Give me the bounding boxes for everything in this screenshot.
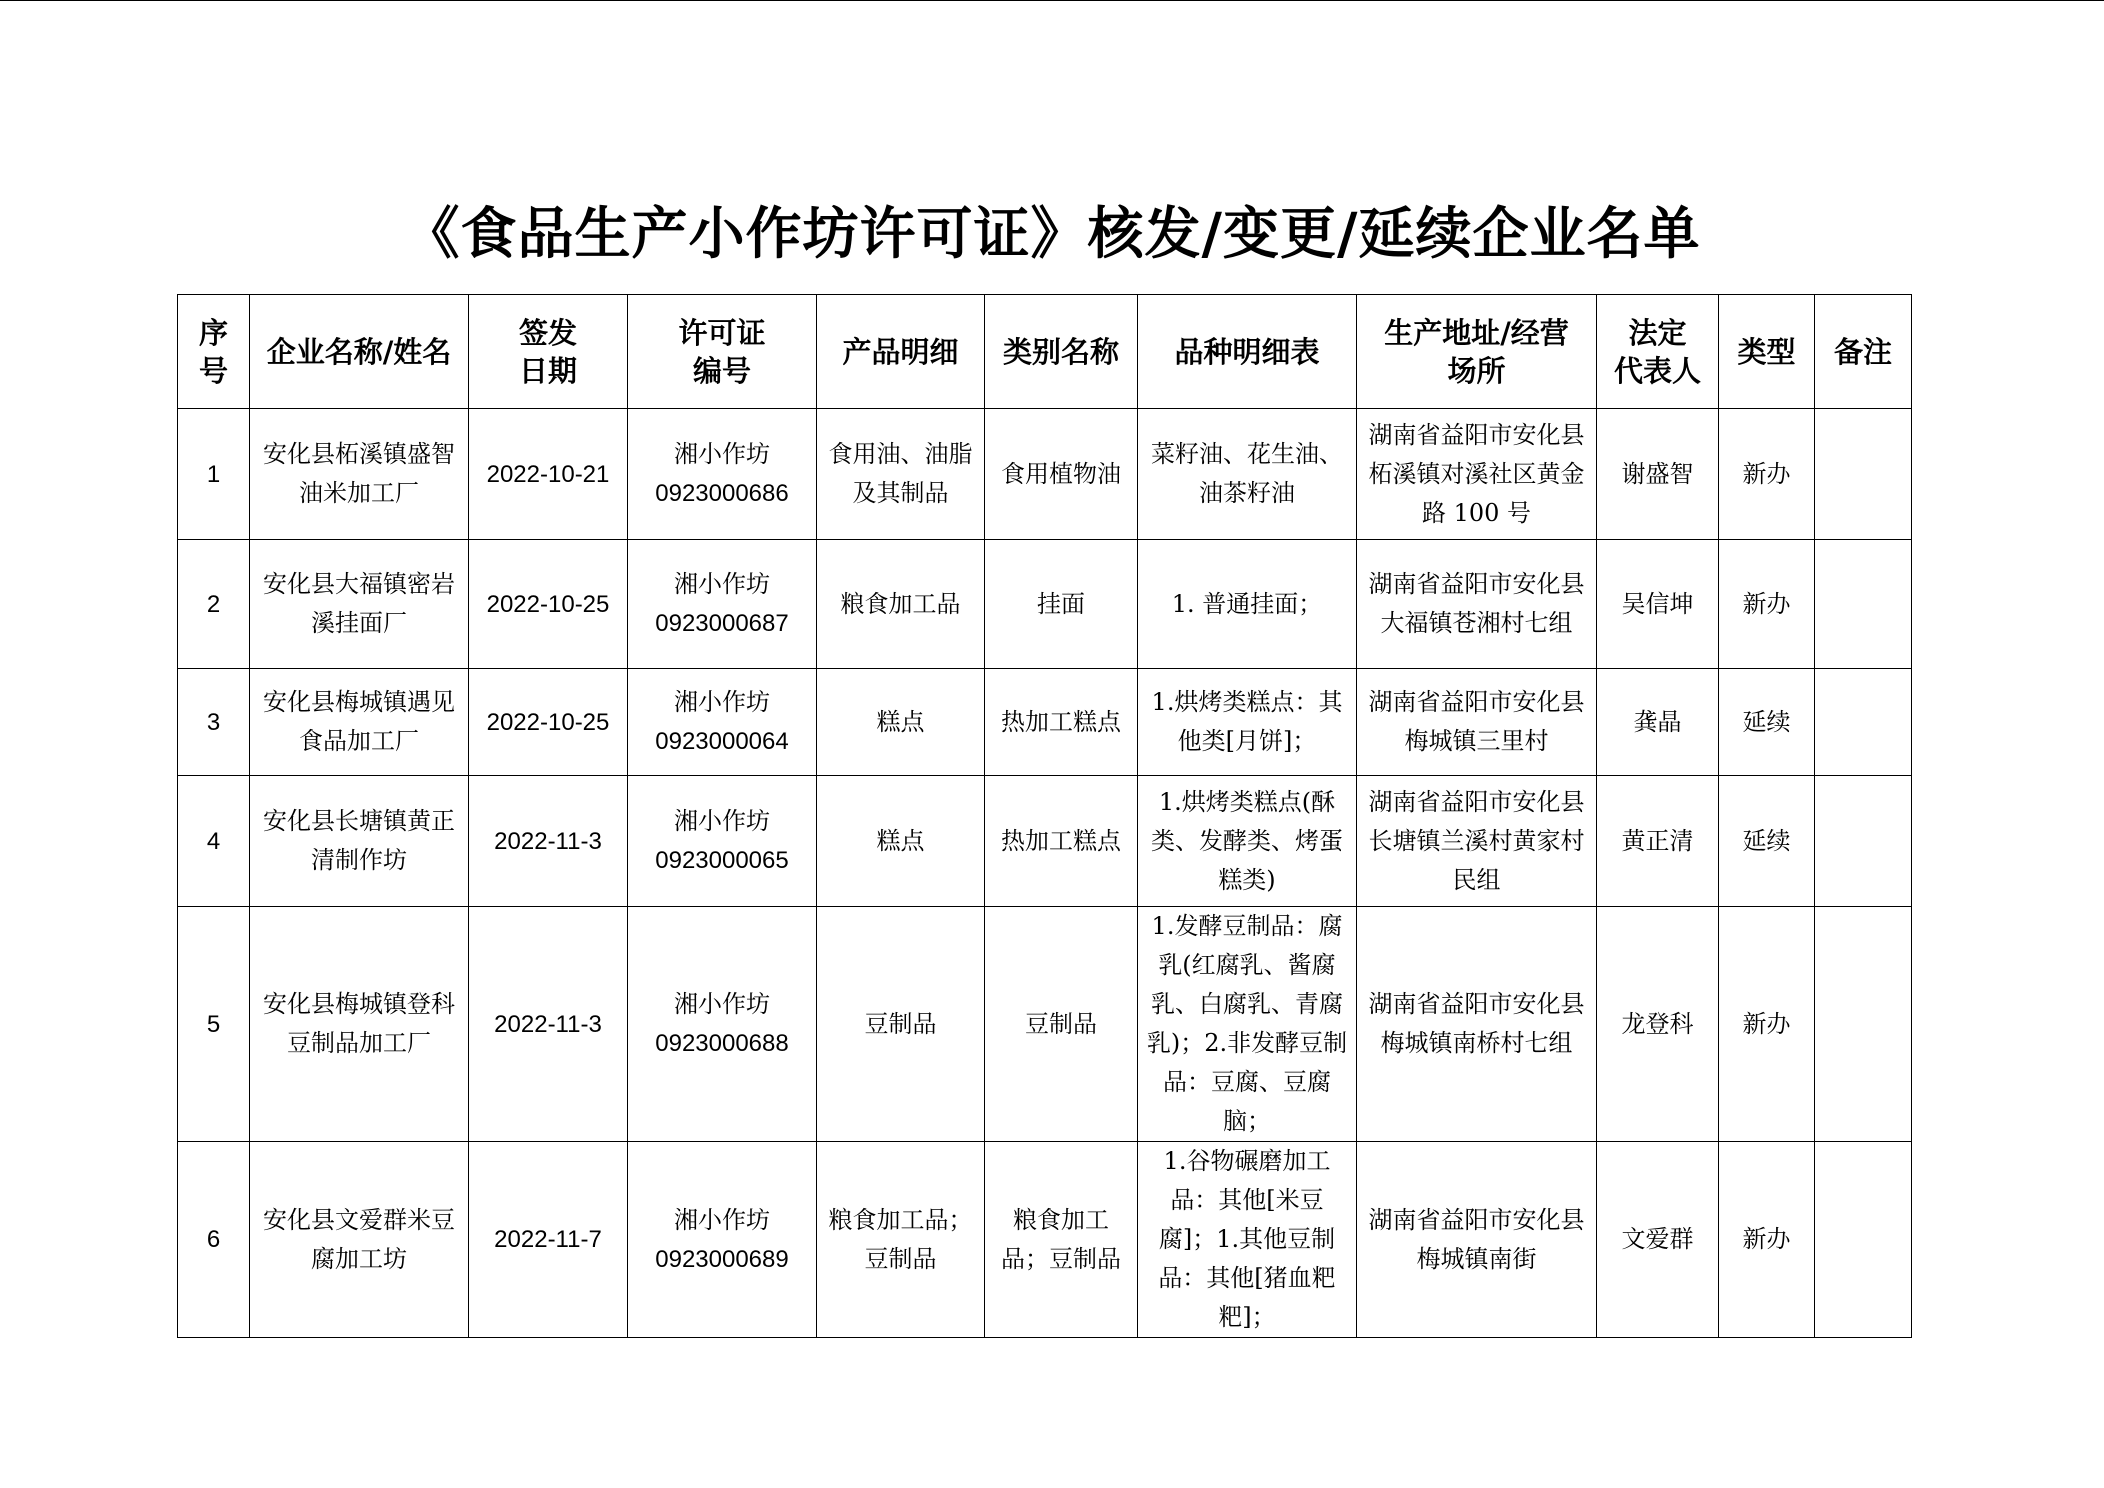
table-row [178,1142,1912,1338]
cell-license [628,669,817,776]
cell-name: 安化县文爱群米豆腐加工坊 [250,1142,469,1338]
cell-date: 2022-11-7 [469,1142,628,1338]
header-license: 许可证 编号 [628,295,817,409]
cell-type: 延续 [1719,776,1815,907]
cell-address: 湖南省益阳市安化县梅城镇南桥村七组 [1357,907,1597,1142]
cell-type: 新办 [1719,1142,1815,1338]
cell-date: 2022-10-25 [469,669,628,776]
cell-category: 热加工糕点 [985,669,1138,776]
cell-index: 1 [178,409,250,540]
cell-note [1815,776,1912,907]
cell-type: 新办 [1719,907,1815,1142]
cell-address: 湖南省益阳市安化县长塘镇兰溪村黄家村民组 [1357,776,1597,907]
license-number: 0923000687 [655,610,789,637]
cell-address: 湖南省益阳市安化县柘溪镇对溪社区黄金路 100 号 [1357,409,1597,540]
table-row [178,540,1912,669]
cell-rep: 谢盛智 [1597,409,1719,540]
cell-category: 豆制品 [985,907,1138,1142]
cell-product: 食用油、油脂及其制品 [817,409,985,540]
cell-type: 延续 [1719,669,1815,776]
cell-date: 2022-11-3 [469,907,628,1142]
license-prefix: 湘小作坊 [674,570,770,598]
cell-product: 糕点 [817,776,985,907]
cell-index: 5 [178,907,250,1142]
cell-name: 安化县柘溪镇盛智油米加工厂 [250,409,469,540]
cell-index: 6 [178,1142,250,1338]
cell-license [628,409,817,540]
cell-product: 粮食加工品 [817,540,985,669]
table-row [178,776,1912,907]
cell-index: 2 [178,540,250,669]
cell-rep: 黄正清 [1597,776,1719,907]
license-number: 0923000689 [655,1245,789,1273]
header-category: 类别名称 [985,295,1138,409]
header-index: 序 号 [178,295,250,409]
license-number: 0923000688 [655,1030,789,1057]
cell-variety: 1.发酵豆制品：腐乳(红腐乳、酱腐乳、白腐乳、青腐乳)；2.非发酵豆制品：豆腐、豆腐脑； [1138,907,1357,1142]
cell-category: 挂面 [985,540,1138,669]
cell-variety: 1. 普通挂面； [1138,540,1357,669]
cell-type: 新办 [1719,409,1815,540]
header-row [178,295,1912,409]
cell-variety: 1.谷物碾磨加工品：其他[米豆腐]；1.其他豆制品：其他[猪血粑粑]； [1138,1142,1357,1338]
page-title: 《食品生产小作坊许可证》核发/变更/延续企业名单 [403,201,1701,267]
cell-product: 糕点 [817,669,985,776]
header-product: 产品明细 [817,295,985,409]
header-variety: 品种明细表 [1138,295,1357,409]
cell-type: 新办 [1719,540,1815,669]
cell-license [628,907,817,1142]
cell-product: 粮食加工品；豆制品 [817,1142,985,1338]
cell-date: 2022-11-3 [469,776,628,907]
cell-rep: 龙登科 [1597,907,1719,1142]
cell-note [1815,907,1912,1142]
cell-name: 安化县大福镇密岩溪挂面厂 [250,540,469,669]
cell-category: 食用植物油 [985,409,1138,540]
header-type: 类型 [1719,295,1815,409]
header-date: 签发 日期 [469,295,628,409]
license-prefix: 湘小作坊 [674,807,770,835]
cell-address: 湖南省益阳市安化县梅城镇南街 [1357,1142,1597,1338]
cell-note [1815,669,1912,776]
cell-date: 2022-10-25 [469,540,628,669]
license-table [177,294,1912,1338]
cell-address: 湖南省益阳市安化县梅城镇三里村 [1357,669,1597,776]
cell-license [628,540,817,669]
cell-index: 3 [178,669,250,776]
license-prefix: 湘小作坊 [674,990,770,1018]
header-note: 备注 [1815,295,1912,409]
cell-note [1815,1142,1912,1338]
license-prefix: 湘小作坊 [674,1205,770,1234]
cell-rep: 吴信坤 [1597,540,1719,669]
cell-rep: 文爱群 [1597,1142,1719,1338]
cell-license [628,776,817,907]
header-rep: 法定 代表人 [1597,295,1719,409]
table-row [178,669,1912,776]
cell-address: 湖南省益阳市安化县大福镇苍湘村七组 [1357,540,1597,669]
cell-category: 粮食加工品；豆制品 [985,1142,1138,1338]
cell-product: 豆制品 [817,907,985,1142]
cell-rep: 龚晶 [1597,669,1719,776]
license-number: 0923000064 [655,728,789,755]
cell-name: 安化县梅城镇登科豆制品加工厂 [250,907,469,1142]
cell-date: 2022-10-21 [469,409,628,540]
cell-variety: 1.烘烤类糕点：其他类[月饼]； [1138,669,1357,776]
cell-note [1815,409,1912,540]
cell-category: 热加工糕点 [985,776,1138,907]
cell-variety: 1.烘烤类糕点(酥类、发酵类、烤蛋糕类) [1138,776,1357,907]
license-prefix: 湘小作坊 [674,440,770,468]
cell-license [628,1142,817,1338]
cell-note [1815,540,1912,669]
cell-name: 安化县梅城镇遇见食品加工厂 [250,669,469,776]
license-prefix: 湘小作坊 [674,688,770,716]
header-address: 生产地址/经营 场所 [1357,295,1597,409]
cell-name: 安化县长塘镇黄正清制作坊 [250,776,469,907]
header-name: 企业名称/姓名 [250,295,469,409]
cell-index: 4 [178,776,250,907]
table-row [178,907,1912,1142]
license-number: 0923000065 [655,847,789,874]
table-row [178,409,1912,540]
license-number: 0923000686 [655,480,789,507]
cell-variety: 菜籽油、花生油、油茶籽油 [1138,409,1357,540]
